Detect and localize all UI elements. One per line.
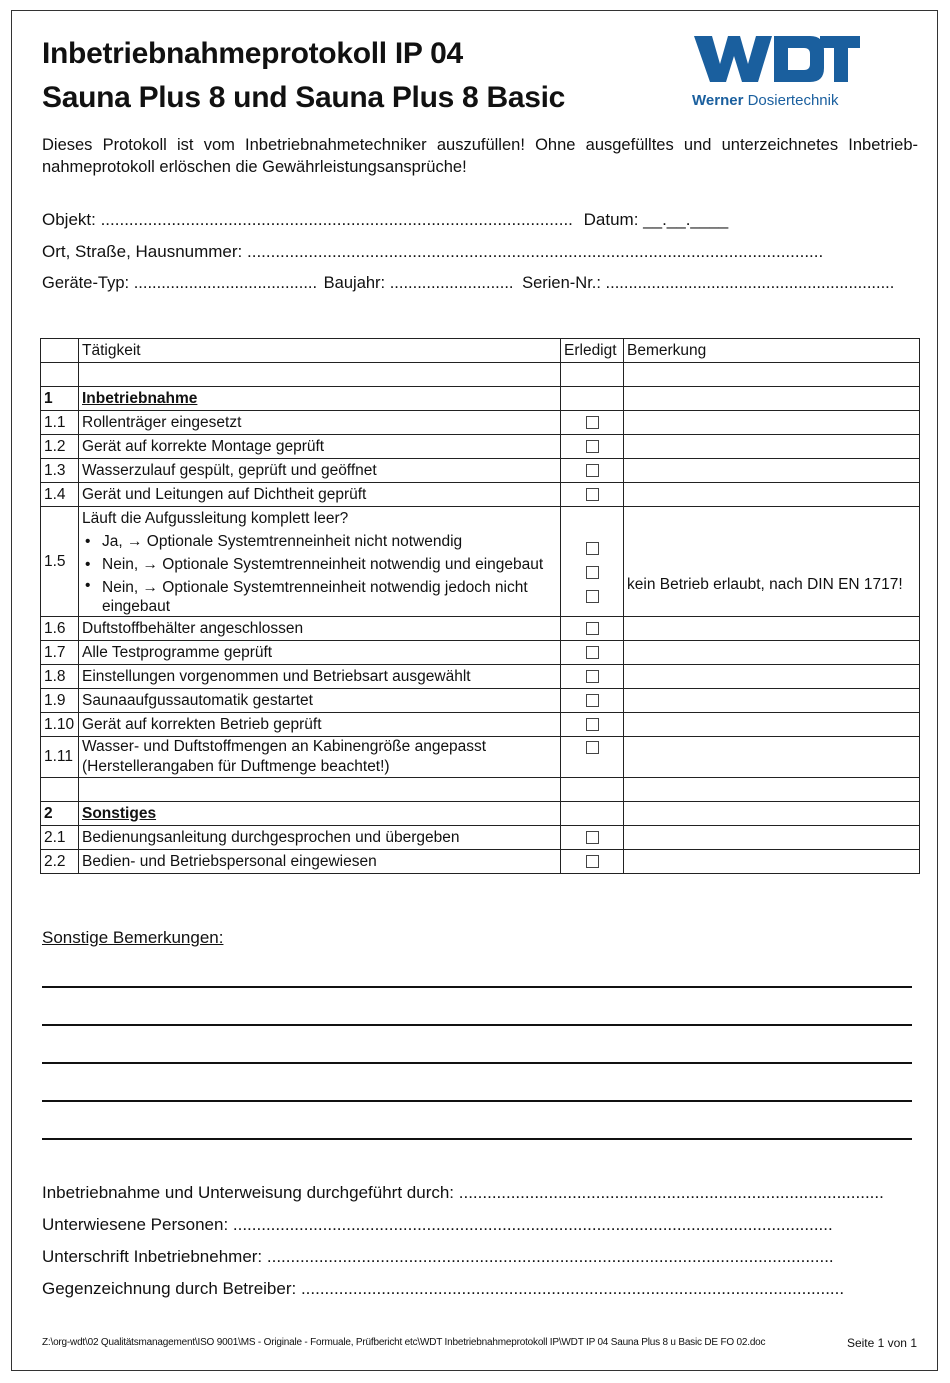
table-row: 1.9 Saunaaufgussautomatik gestartet (41, 689, 920, 713)
remark-cell[interactable] (624, 435, 920, 459)
title-line-1: Inbetriebnahmeprotokoll IP 04 (42, 37, 463, 70)
option-nein-eingebaut: • Nein, → Optionale Systemtrenneinheit notwendig und eingebaut (85, 556, 544, 573)
checkbox-ja[interactable] (586, 542, 599, 555)
table-row: 2.1 Bedienungsanleitung durchgesprochen und übergeben (41, 826, 920, 850)
footer-file-path: Z:\org-wdt\02 Qualitätsmanagement\ISO 9001\MS - Originale - Formuale, Prüfbericht etc\WDT Inbetriebnahmeprotokoll IP\WDT IP 04 Sauna Plus 8 u Basic DE FO 02.doc (42, 1337, 766, 1348)
seriennr-field[interactable]: Serien-Nr.: ............................................................... (522, 274, 895, 292)
section-row-2 (41, 802, 920, 826)
document-title (42, 32, 565, 120)
checkbox[interactable] (586, 646, 599, 659)
wdt-logo (692, 34, 862, 114)
remarks-line[interactable] (42, 986, 912, 988)
checkbox[interactable] (586, 488, 599, 501)
checkbox[interactable] (586, 670, 599, 683)
remark-cell[interactable] (624, 665, 920, 689)
header-done: Erledigt (561, 339, 624, 363)
wdt-logo-mark (692, 34, 862, 86)
remarks-line[interactable] (42, 1138, 912, 1140)
header-task: Tätigkeit (79, 339, 561, 363)
checkbox-nein-nicht-eingebaut[interactable] (586, 590, 599, 603)
remarks-line[interactable] (42, 1100, 912, 1102)
table-row: 1.8 Einstellungen vorgenommen und Betriebsart ausgewählt (41, 665, 920, 689)
table-row: 1.1 Rollenträger eingesetzt (41, 411, 920, 435)
table-row: 1.7 Alle Testprogramme geprüft (41, 641, 920, 665)
table-spacer-row (41, 363, 920, 387)
signature-unterschrift[interactable]: Unterschrift Inbetriebnehmer: ........................................................................................................................ (42, 1247, 834, 1266)
checklist-table (40, 338, 920, 874)
checkbox[interactable] (586, 694, 599, 707)
remark-cell[interactable] (624, 459, 920, 483)
baujahr-field[interactable]: Baujahr: ........................... (323, 274, 514, 292)
option-ja: • Ja, → Optionale Systemtrenneinheit nicht notwendig (85, 533, 463, 550)
remark-cell[interactable] (624, 483, 920, 507)
table-header-row (41, 339, 920, 363)
option-nein-nicht-eingebaut: • Nein, → Optionale Systemtrenneinheit notwendig jedoch nicht eingebaut (85, 577, 528, 615)
remarks-line[interactable] (42, 1062, 912, 1064)
signature-gegenzeichnung[interactable]: Gegenzeichnung durch Betreiber: ................................................................................................................... (42, 1279, 845, 1298)
table-row-1-5: 1.5 Läuft die Aufgussleitung komplett leer? • Ja, → Optionale Systemtrenneinheit nicht notwendig • Nein, → Optionale Systemtrenneinheit notwendig und eingebaut • Nein, → Optionale Systemtrenneinheit notwendig jedoch nicht eingebaut kein Betrieb erlaubt, nach DIN EN 1717! (41, 507, 920, 617)
section-title: Sonstiges (82, 804, 157, 822)
remark-cell[interactable] (624, 850, 920, 874)
checkbox[interactable] (586, 831, 599, 844)
table-row: 1.10 Gerät auf korrekten Betrieb geprüft (41, 713, 920, 737)
checkbox[interactable] (586, 741, 599, 754)
ort-field[interactable]: Ort, Straße, Hausnummer: .......................................................................................................................... (42, 242, 824, 261)
signature-durchgefuehrt[interactable]: Inbetriebnahme und Unterweisung durchgeführt durch: .......................................................................................... (42, 1183, 884, 1202)
checkbox-nein-eingebaut[interactable] (586, 566, 599, 579)
remark-cell[interactable] (624, 737, 920, 778)
checkbox[interactable] (586, 622, 599, 635)
checkbox[interactable] (586, 718, 599, 731)
title-line-2: Sauna Plus 8 und Sauna Plus 8 Basic (42, 81, 566, 114)
geraetetyp-field[interactable]: Geräte-Typ: ........................................ (42, 274, 318, 292)
checkbox[interactable] (586, 416, 599, 429)
section-title: Inbetriebnahme (82, 389, 198, 407)
table-row: 1.2 Gerät auf korrekte Montage geprüft (41, 435, 920, 459)
remark-cell[interactable] (624, 411, 920, 435)
geraete-row (42, 274, 894, 293)
section-row-1 (41, 387, 920, 411)
checkbox[interactable] (586, 440, 599, 453)
remarks-line[interactable] (42, 1024, 912, 1026)
remark-cell[interactable] (624, 713, 920, 737)
table-row: 1.3 Wasserzulauf gespült, geprüft und geöffnet (41, 459, 920, 483)
signature-unterwiesen[interactable]: Unterwiesene Personen: ............................................................................................................................... (42, 1215, 833, 1234)
checkbox[interactable] (586, 855, 599, 868)
header-remark: Bemerkung (624, 339, 920, 363)
section-number: 2 (41, 802, 79, 826)
objekt-field[interactable] (42, 210, 728, 230)
footer-page-number: Seite 1 von 1 (846, 1336, 917, 1350)
section-number: 1 (41, 387, 79, 411)
remarks-heading: Sonstige Bemerkungen: (42, 928, 224, 947)
table-spacer-row (41, 778, 920, 802)
remark-cell[interactable] (624, 617, 920, 641)
table-row: 2.2 Bedien- und Betriebspersonal eingewiesen (41, 850, 920, 874)
checkbox[interactable] (586, 464, 599, 477)
table-row: 1.6 Duftstoffbehälter angeschlossen (41, 617, 920, 641)
intro-paragraph: Dieses Protokoll ist vom Inbetriebnahmetechniker auszufüllen! Ohne ausgefülltes und unterzeichnetes Inbetrieb-nahmeprotokoll erlöschen die Gewährleistungsansprüche! (42, 136, 918, 176)
datum-field[interactable]: Datum: __.__.____ (583, 210, 729, 229)
table-row-1-11: 1.11 Wasser- und Duftstoffmengen an Kabinengröße angepasst (Herstellerangaben für Duftmenge beachtet!) (41, 737, 920, 778)
objekt-label: Objekt: .................................................................................................... (42, 210, 573, 229)
remark-cell[interactable] (624, 826, 920, 850)
table-row: 1.4 Gerät und Leitungen auf Dichtheit geprüft (41, 483, 920, 507)
remark-cell[interactable] (624, 689, 920, 713)
remark-din-en-1717: kein Betrieb erlaubt, nach DIN EN 1717! (627, 576, 903, 593)
logo-wordmark: Werner Dosiertechnik (692, 92, 839, 109)
remark-cell[interactable] (624, 641, 920, 665)
